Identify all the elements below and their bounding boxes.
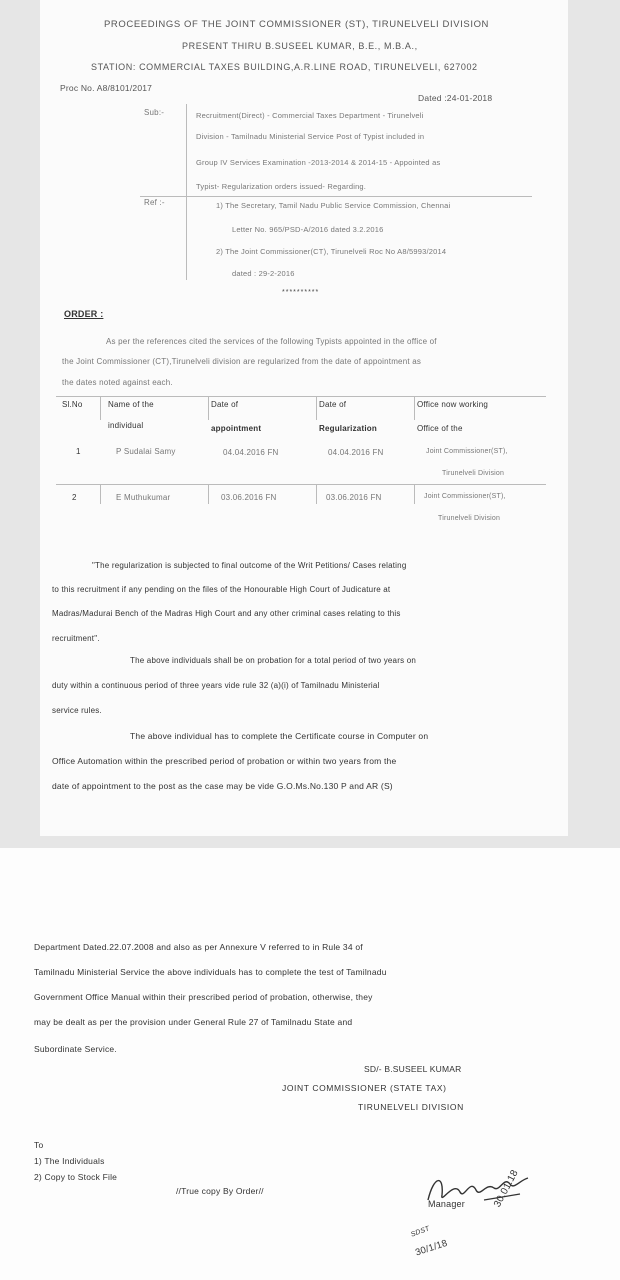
paragraph-line: recruitment". — [52, 634, 100, 643]
row-regularization: 04.04.2016 FN — [328, 448, 384, 457]
table-header-office: Office of the — [417, 424, 463, 433]
table-header-name: individual — [108, 421, 144, 430]
paragraph-line: duty within a continuous period of three years vide rule 32 (a)(i) of Tamilnadu Ministerial — [52, 681, 380, 690]
table-header-office: Office now working — [417, 400, 489, 409]
row-name: E Muthukumar — [116, 493, 171, 502]
order-paragraph-line: the dates noted against each. — [62, 378, 173, 387]
header-station: STATION: COMMERCIAL TAXES BUILDING,A.R.LINE ROAD, TIRUNELVELI, 627002 — [91, 62, 478, 72]
paragraph-line: Subordinate Service. — [34, 1044, 117, 1054]
row-office: Joint Commissioner(ST), — [426, 448, 508, 455]
reference-line: 2) The Joint Commissioner(CT), Tirunelveli Roc No A8/5993/2014 — [216, 247, 447, 256]
subject-label: Sub:- — [144, 108, 165, 117]
row-office: Joint Commissioner(ST), — [424, 493, 506, 500]
table-header-regularization: Regularization — [319, 424, 377, 433]
table-header-sl: Sl.No — [62, 400, 83, 409]
signatory-designation: JOINT COMMISSIONER (STATE TAX) — [282, 1083, 447, 1093]
order-paragraph-line: the Joint Commissioner (CT),Tirunelveli division are regularized from the date of appointment as — [62, 357, 422, 366]
separator-stars: ********** — [282, 289, 320, 296]
manager-label: Manager — [428, 1199, 465, 1209]
to-item: 1) The Individuals — [34, 1156, 105, 1166]
table-header-name: Name of the — [108, 400, 154, 409]
signatory-name: SD/- B.SUSEEL KUMAR — [364, 1064, 462, 1074]
reference-line: dated : 29-2-2016 — [232, 269, 295, 278]
proc-date: Dated :24-01-2018 — [418, 93, 493, 103]
reference-line: Letter No. 965/PSD-A/2016 dated 3.2.2016 — [232, 225, 384, 234]
paragraph-line: Madras/Madurai Bench of the Madras High Court and any other criminal cases relating to this — [52, 609, 401, 618]
subject-line: Group IV Services Examination -2013-2014 & 2014-15 - Appointed as — [196, 158, 441, 167]
subject-line: Recruitment(Direct) - Commercial Taxes Department - Tirunelveli — [196, 111, 424, 120]
paragraph-line: The above individuals shall be on probation for a total period of two years on — [130, 656, 416, 665]
header-present: PRESENT THIRU B.SUSEEL KUMAR, B.E., M.B.A., — [182, 41, 418, 51]
paragraph-line: to this recruitment if any pending on the files of the Honourable High Court of Judicature at — [52, 585, 391, 594]
paragraph-line: Government Office Manual within their prescribed period of probation, otherwise, they — [34, 992, 373, 1002]
header-title: PROCEEDINGS OF THE JOINT COMMISSIONER (ST), TIRUNELVELI DIVISION — [104, 19, 490, 30]
row-office: Tirunelveli Division — [442, 470, 505, 477]
paragraph-line: may be dealt as per the provision under General Rule 27 of Tamilnadu State and — [34, 1017, 353, 1027]
table-header-appointment: Date of — [211, 400, 239, 409]
paragraph-line: Tamilnadu Ministerial Service the above individuals has to complete the test of Tamilnadu — [34, 967, 387, 977]
true-copy-note: //True copy By Order// — [176, 1186, 264, 1196]
row-appointment: 03.06.2016 FN — [221, 493, 277, 502]
to-item: 2) Copy to Stock File — [34, 1172, 118, 1182]
paragraph-line: Department Dated.22.07.2008 and also as per Annexure V referred to in Rule 34 of — [34, 942, 363, 952]
order-paragraph-line: As per the references cited the services of the following Typists appointed in the office of — [106, 337, 437, 346]
row-sl: 2 — [72, 493, 77, 502]
signatory-division: TIRUNELVELI DIVISION — [358, 1102, 464, 1112]
paragraph-line: date of appointment to the post as the case may be vide G.O.Ms.No.130 P and AR (S) — [52, 781, 393, 791]
paragraph-line: Office Automation within the prescribed period of probation or within two years from the — [52, 756, 397, 766]
table-header-appointment: appointment — [211, 424, 262, 433]
paragraph-line: The above individual has to complete the Certificate course in Computer on — [130, 731, 429, 741]
row-sl: 1 — [76, 447, 81, 456]
paragraph-line: "The regularization is subjected to final outcome of the Writ Petitions/ Cases relating — [92, 561, 407, 570]
subject-line: Division - Tamilnadu Ministerial Service Post of Typist included in — [196, 132, 425, 141]
order-heading: ORDER : — [64, 309, 104, 319]
handwritten-date: 30.01.18 — [492, 1168, 521, 1210]
row-office: Tirunelveli Division — [438, 515, 501, 522]
row-regularization: 03.06.2016 FN — [326, 493, 382, 502]
handwritten-date: 30/1/18 — [414, 1237, 449, 1259]
row-appointment: 04.04.2016 FN — [223, 448, 279, 457]
row-name: P Sudalai Samy — [116, 447, 176, 456]
paragraph-line: service rules. — [52, 706, 102, 715]
document-page-2 — [0, 848, 620, 1280]
table-header-regularization: Date of — [319, 400, 347, 409]
reference-label: Ref :- — [144, 198, 165, 207]
handwritten-initials: SDST — [410, 1225, 431, 1239]
to-label: To — [34, 1140, 44, 1150]
proc-number: Proc No. A8/8101/2017 — [60, 83, 153, 93]
document-page-1 — [40, 0, 568, 836]
reference-line: 1) The Secretary, Tamil Nadu Public Service Commission, Chennai — [216, 201, 451, 210]
subject-line: Typist- Regularization orders issued- Regarding. — [196, 182, 367, 191]
